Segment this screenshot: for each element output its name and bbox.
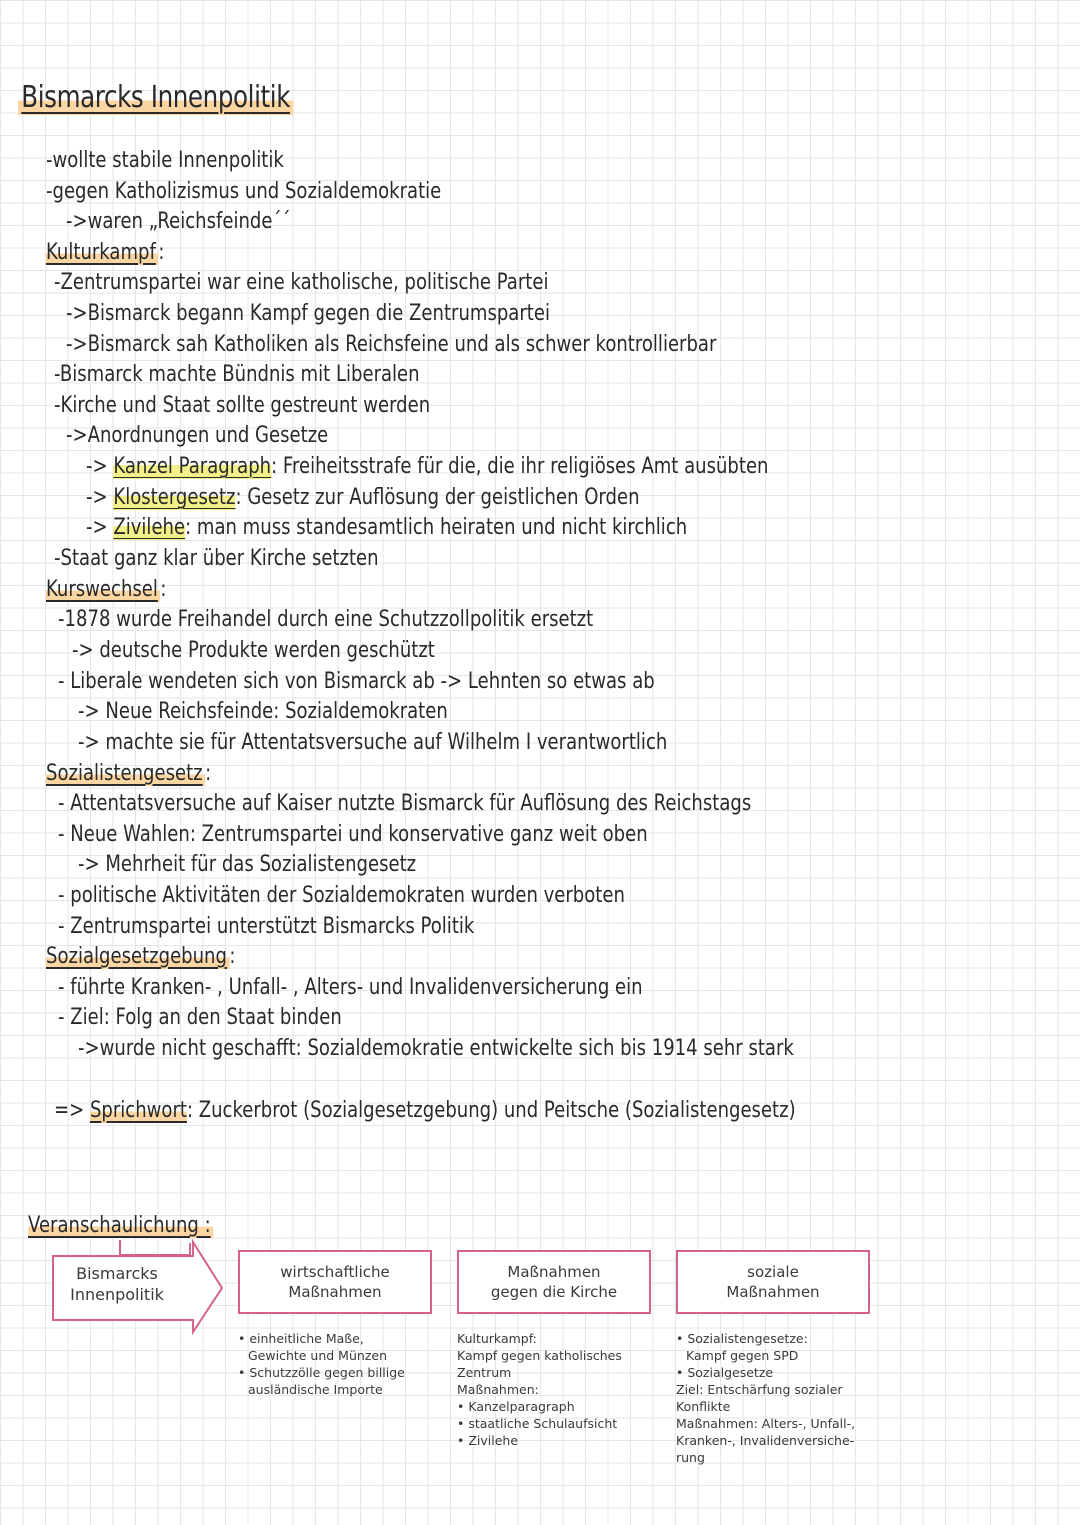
- note-line: - Neue Wahlen: Zentrumspartei und konservative ganz weit oben: [58, 822, 648, 847]
- diagram-heading: Veranschaulichung :: [28, 1211, 213, 1241]
- proverb: => Sprichwort: Zuckerbrot (Sozialgesetzgebung) und Peitsche (Sozialistengesetz): [54, 1098, 796, 1123]
- list-kirche: Kulturkampf: Kampf gegen katholisches Zentrum Maßnahmen: • Kanzelparagraph • staatliche Schulaufsicht • Zivilehe: [457, 1331, 622, 1448]
- note-line: -> deutsche Produkte werden geschützt: [72, 638, 435, 663]
- note-line: ->Bismarck begann Kampf gegen die Zentrumspartei: [66, 301, 550, 326]
- note-line: -> Neue Reichsfeinde: Sozialdemokraten: [78, 699, 448, 724]
- law-klostergesetz: -> Klostergesetz: Gesetz zur Auflösung der geistlichen Orden: [86, 485, 640, 510]
- note-line: -gegen Katholizismus und Sozialdemokratie: [46, 179, 442, 204]
- section-heading-sozialgesetzgebung: Sozialgesetzgebung :: [46, 944, 236, 969]
- box-soziale-massnahmen: soziale Maßnahmen: [676, 1250, 870, 1314]
- section-heading-kulturkampf: Kulturkampf :: [46, 240, 165, 265]
- note-line: ->wurde nicht geschafft: Sozialdemokratie entwickelte sich bis 1914 sehr stark: [78, 1036, 794, 1061]
- note-line: - Ziel: Folg an den Staat binden: [58, 1005, 342, 1030]
- note-line: -Kirche und Staat sollte gestreunt werden: [54, 393, 431, 418]
- note-line: - politische Aktivitäten der Sozialdemokraten wurden verboten: [58, 883, 625, 908]
- diagram-start-label: Bismarcks Innenpolitik: [70, 1264, 164, 1304]
- note-line: - Attentatsversuche auf Kaiser nutzte Bismarck für Auflösung des Reichstags: [58, 791, 752, 816]
- note-line: -> machte sie für Attentatsversuche auf Wilhelm I verantwortlich: [78, 730, 668, 755]
- note-line: ->Anordnungen und Gesetze: [66, 423, 329, 448]
- page-title: Bismarcks Innenpolitik: [18, 80, 293, 115]
- note-line: - Zentrumspartei unterstützt Bismarcks Politik: [58, 914, 475, 939]
- note-line: -1878 wurde Freihandel durch eine Schutzzollpolitik ersetzt: [58, 607, 594, 632]
- law-kanzelparagraph: -> Kanzel Paragraph: Freiheitsstrafe für die, die ihr religiöses Amt ausübten: [86, 454, 769, 479]
- section-heading-sozialistengesetz: Sozialistengesetz :: [46, 761, 212, 786]
- box-wirtschaftliche-massnahmen: wirtschaftliche Maßnahmen: [238, 1250, 432, 1314]
- list-sozial: • Sozialistengesetze: Kampf gegen SPD • Sozialgesetze Ziel: Entschärfung sozialer Konflikte Maßnahmen: Alters-, Unfall-, Kranken-, Invalidenversiche- rung: [676, 1331, 856, 1465]
- note-line: ->waren „Reichsfeinde´´: [66, 209, 291, 234]
- note-line: ->Bismarck sah Katholiken als Reichsfeine und als schwer kontrollierbar: [66, 332, 717, 357]
- note-line: -wollte stabile Innenpolitik: [46, 148, 284, 173]
- note-line: -Staat ganz klar über Kirche setzten: [54, 546, 379, 571]
- section-heading-kurswechsel: Kurswechsel :: [46, 577, 167, 602]
- note-line: -Zentrumspartei war eine katholische, politische Partei: [54, 270, 549, 295]
- box-massnahmen-gegen-kirche: Maßnahmen gegen die Kirche: [457, 1250, 651, 1314]
- note-line: -Bismarck machte Bündnis mit Liberalen: [54, 362, 420, 387]
- law-zivilehe: -> Zivilehe: man muss standesamtlich heiraten und nicht kirchlich: [86, 515, 688, 540]
- note-line: -> Mehrheit für das Sozialistengesetz: [78, 852, 417, 877]
- list-wirtschaftlich: • einheitliche Maße, Gewichte und Münzen • Schutzzölle gegen billige ausländische Importe: [238, 1331, 405, 1397]
- note-line: - Liberale wendeten sich von Bismarck ab -> Lehnten so etwas ab: [58, 669, 655, 694]
- note-line: - führte Kranken- , Unfall- , Alters- und Invalidenversicherung ein: [58, 975, 643, 1000]
